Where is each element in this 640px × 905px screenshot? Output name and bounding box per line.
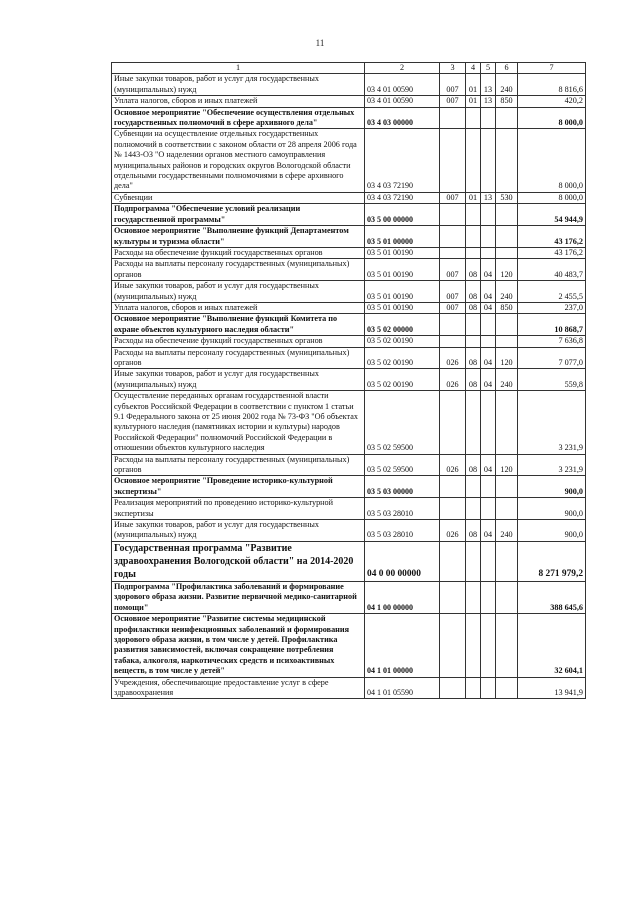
row-section <box>466 107 481 129</box>
row-section <box>466 476 481 498</box>
row-expense-type <box>496 498 518 520</box>
row-expense-type: 530 <box>496 192 518 203</box>
row-section <box>466 226 481 248</box>
row-amount: 8 271 979,2 <box>518 541 586 581</box>
row-ministry: 026 <box>440 369 466 391</box>
row-ministry <box>440 336 466 347</box>
row-section: 01 <box>466 96 481 107</box>
row-section <box>466 541 481 581</box>
row-name: Иные закупки товаров, работ и услуг для государственных (муниципальных) нужд <box>112 520 365 542</box>
row-subsection <box>481 226 496 248</box>
row-amount: 43 176,2 <box>518 226 586 248</box>
row-section: 08 <box>466 520 481 542</box>
row-subsection: 13 <box>481 192 496 203</box>
row-expense-type <box>496 107 518 129</box>
table-row <box>112 107 586 129</box>
row-ministry <box>440 476 466 498</box>
row-amount: 420,2 <box>518 96 586 107</box>
row-ministry <box>440 391 466 454</box>
row-name: Уплата налогов, сборов и иных платежей <box>112 302 365 313</box>
row-expense-type: 240 <box>496 369 518 391</box>
row-subsection <box>481 581 496 613</box>
row-subsection <box>481 476 496 498</box>
row-amount: 7 636,8 <box>518 336 586 347</box>
row-amount: 54 944,9 <box>518 204 586 226</box>
row-name: Расходы на обеспечение функций государственных органов <box>112 247 365 258</box>
row-subsection <box>481 247 496 258</box>
row-ministry: 007 <box>440 281 466 303</box>
row-amount: 32 604,1 <box>518 614 586 677</box>
row-code: 03 5 02 00000 <box>365 314 440 336</box>
row-amount: 8 000,0 <box>518 107 586 129</box>
row-subsection: 04 <box>481 259 496 281</box>
header-col-1: 1 <box>112 63 365 74</box>
table-row <box>112 391 586 454</box>
row-section <box>466 614 481 677</box>
row-name: Подпрограмма "Профилактика заболеваний и формирование здорового образа жизни. Развитие первичной медико-санитарной помощи" <box>112 581 365 613</box>
table-row <box>112 247 586 258</box>
row-ministry <box>440 614 466 677</box>
row-subsection <box>481 204 496 226</box>
row-expense-type: 850 <box>496 302 518 313</box>
row-amount: 900,0 <box>518 476 586 498</box>
row-code: 03 5 01 00190 <box>365 302 440 313</box>
row-name: Основное мероприятие "Обеспечение осуществления отдельных государственных полномочий в сфере архивного дела" <box>112 107 365 129</box>
row-code: 03 5 01 00000 <box>365 226 440 248</box>
row-code: 03 5 03 00000 <box>365 476 440 498</box>
row-ministry <box>440 247 466 258</box>
row-amount: 900,0 <box>518 520 586 542</box>
row-amount: 3 231,9 <box>518 391 586 454</box>
row-subsection <box>481 498 496 520</box>
table-row <box>112 259 586 281</box>
table-row <box>112 614 586 677</box>
row-name: Учреждения, обеспечивающие предоставление услуг в сфере здравоохранения <box>112 677 365 699</box>
table-row <box>112 74 586 96</box>
row-code: 03 4 03 72190 <box>365 192 440 203</box>
table-row <box>112 281 586 303</box>
row-subsection: 04 <box>481 302 496 313</box>
row-section <box>466 391 481 454</box>
row-section: 01 <box>466 74 481 96</box>
row-subsection: 04 <box>481 281 496 303</box>
page-number: 11 <box>315 38 325 48</box>
row-code: 03 5 02 00190 <box>365 347 440 369</box>
row-subsection <box>481 336 496 347</box>
table-row <box>112 520 586 542</box>
table-row <box>112 96 586 107</box>
table-row <box>112 541 586 581</box>
row-name: Государственная программа "Развитие здравоохранения Вологодской области" на 2014-2020 годы <box>112 541 365 581</box>
row-amount: 388 645,6 <box>518 581 586 613</box>
table-row <box>112 226 586 248</box>
row-code: 03 5 01 00190 <box>365 281 440 303</box>
header-row <box>112 63 586 74</box>
row-amount: 8 816,6 <box>518 74 586 96</box>
table-row <box>112 204 586 226</box>
row-code: 03 5 02 00190 <box>365 369 440 391</box>
row-section <box>466 129 481 192</box>
row-code: 03 5 03 28010 <box>365 498 440 520</box>
row-subsection <box>481 614 496 677</box>
row-subsection: 04 <box>481 369 496 391</box>
row-code: 03 5 01 00190 <box>365 247 440 258</box>
row-expense-type <box>496 476 518 498</box>
row-section: 08 <box>466 454 481 476</box>
row-amount: 8 000,0 <box>518 192 586 203</box>
row-subsection: 13 <box>481 74 496 96</box>
row-ministry <box>440 204 466 226</box>
row-name: Иные закупки товаров, работ и услуг для государственных (муниципальных) нужд <box>112 369 365 391</box>
row-ministry <box>440 581 466 613</box>
row-subsection: 04 <box>481 454 496 476</box>
row-code: 03 4 03 00000 <box>365 107 440 129</box>
row-ministry: 026 <box>440 520 466 542</box>
table-row <box>112 677 586 699</box>
row-subsection <box>481 314 496 336</box>
header-col-6: 6 <box>496 63 518 74</box>
row-name: Иные закупки товаров, работ и услуг для государственных (муниципальных) нужд <box>112 281 365 303</box>
row-subsection <box>481 391 496 454</box>
table-row <box>112 192 586 203</box>
row-expense-type <box>496 314 518 336</box>
row-section <box>466 677 481 699</box>
row-section: 08 <box>466 347 481 369</box>
row-section <box>466 247 481 258</box>
row-name: Основное мероприятие "Проведение историко-культурной экспертизы" <box>112 476 365 498</box>
row-ministry: 007 <box>440 259 466 281</box>
row-expense-type <box>496 247 518 258</box>
row-code: 03 4 01 00590 <box>365 96 440 107</box>
table-row <box>112 336 586 347</box>
table-row <box>112 581 586 613</box>
row-expense-type <box>496 336 518 347</box>
row-ministry: 007 <box>440 74 466 96</box>
row-expense-type: 120 <box>496 347 518 369</box>
row-ministry <box>440 129 466 192</box>
row-code: 03 5 00 00000 <box>365 204 440 226</box>
row-ministry <box>440 314 466 336</box>
row-name: Иные закупки товаров, работ и услуг для государственных (муниципальных) нужд <box>112 74 365 96</box>
row-ministry <box>440 226 466 248</box>
row-code: 03 5 02 00190 <box>365 336 440 347</box>
row-name: Субвенции <box>112 192 365 203</box>
table-row <box>112 454 586 476</box>
row-subsection: 04 <box>481 347 496 369</box>
table-row <box>112 369 586 391</box>
row-amount: 237,0 <box>518 302 586 313</box>
row-code: 03 5 02 59500 <box>365 454 440 476</box>
row-expense-type <box>496 614 518 677</box>
row-section <box>466 498 481 520</box>
row-amount: 10 868,7 <box>518 314 586 336</box>
header-col-3: 3 <box>440 63 466 74</box>
row-expense-type <box>496 581 518 613</box>
budget-table <box>111 62 586 699</box>
row-amount: 7 077,0 <box>518 347 586 369</box>
row-section <box>466 314 481 336</box>
row-expense-type <box>496 391 518 454</box>
row-ministry <box>440 107 466 129</box>
row-name: Осуществление переданных органам государственной власти субъектов Российской Федерации в соответствии с пунктом 1 статьи 9.1 Федерального закона от 25 июня 2002 года № 73-ФЗ "Об объектах культурного наследия (памятниках истории и культуры) народов Российской Федерации" полномочий Российской Федерации в отношении объектов культурного наследия <box>112 391 365 454</box>
table-row <box>112 476 586 498</box>
row-amount: 2 455,5 <box>518 281 586 303</box>
row-section: 08 <box>466 369 481 391</box>
row-subsection <box>481 541 496 581</box>
row-code: 03 4 01 00590 <box>365 74 440 96</box>
table-row <box>112 129 586 192</box>
header-col-7: 7 <box>518 63 586 74</box>
table-row <box>112 314 586 336</box>
row-code: 04 1 01 05590 <box>365 677 440 699</box>
row-section: 08 <box>466 281 481 303</box>
row-amount: 900,0 <box>518 498 586 520</box>
row-amount: 8 000,0 <box>518 129 586 192</box>
row-code: 04 1 00 00000 <box>365 581 440 613</box>
row-section: 08 <box>466 302 481 313</box>
header-col-5: 5 <box>481 63 496 74</box>
row-amount: 40 483,7 <box>518 259 586 281</box>
row-name: Субвенции на осуществление отдельных государственных полномочий в соответствии с законом области от 28 апреля 2006 года № 1443-ОЗ "О наделении органов местного самоуправления муниципальных районов и городских округов Вологодской области отдельными государственными полномочиями в сфере архивного дела" <box>112 129 365 192</box>
row-amount: 43 176,2 <box>518 247 586 258</box>
row-expense-type: 120 <box>496 454 518 476</box>
row-ministry <box>440 541 466 581</box>
row-expense-type: 240 <box>496 520 518 542</box>
row-subsection: 13 <box>481 96 496 107</box>
row-name: Уплата налогов, сборов и иных платежей <box>112 96 365 107</box>
row-expense-type <box>496 204 518 226</box>
row-name: Основное мероприятие "Выполнение функций Комитета по охране объектов культурного наследия области" <box>112 314 365 336</box>
row-name: Основное мероприятие "Выполнение функций Департаментом культуры и туризма области" <box>112 226 365 248</box>
row-section <box>466 336 481 347</box>
row-section <box>466 204 481 226</box>
row-code: 04 1 01 00000 <box>365 614 440 677</box>
header-col-4: 4 <box>466 63 481 74</box>
row-name: Расходы на выплаты персоналу государственных (муниципальных) органов <box>112 454 365 476</box>
row-code: 03 5 02 59500 <box>365 391 440 454</box>
row-expense-type <box>496 541 518 581</box>
row-amount: 13 941,9 <box>518 677 586 699</box>
row-code: 03 4 03 72190 <box>365 129 440 192</box>
row-code: 03 5 03 28010 <box>365 520 440 542</box>
row-code: 03 5 01 00190 <box>365 259 440 281</box>
row-ministry: 007 <box>440 302 466 313</box>
row-expense-type: 850 <box>496 96 518 107</box>
row-ministry <box>440 677 466 699</box>
row-ministry <box>440 498 466 520</box>
row-ministry: 007 <box>440 96 466 107</box>
row-expense-type <box>496 677 518 699</box>
row-expense-type <box>496 226 518 248</box>
row-expense-type: 240 <box>496 74 518 96</box>
row-name: Расходы на обеспечение функций государственных органов <box>112 336 365 347</box>
table-body <box>112 74 586 699</box>
row-ministry: 007 <box>440 192 466 203</box>
row-subsection <box>481 129 496 192</box>
row-ministry: 026 <box>440 454 466 476</box>
row-expense-type: 240 <box>496 281 518 303</box>
row-name: Основное мероприятие "Развитие системы медицинской профилактики неинфекционных заболеваний и формирования здорового образа жизни, в том числе у детей. Профилактика развития зависимостей, включая сокращение потребления табака, алкоголя, наркотических средств и психоактивных веществ, в том числе у детей" <box>112 614 365 677</box>
row-code: 04 0 00 00000 <box>365 541 440 581</box>
row-expense-type <box>496 129 518 192</box>
table-row <box>112 347 586 369</box>
row-name: Реализация мероприятий по проведению историко-культурной экспертизы <box>112 498 365 520</box>
row-name: Расходы на выплаты персоналу государственных (муниципальных) органов <box>112 259 365 281</box>
table-row <box>112 498 586 520</box>
row-section: 08 <box>466 259 481 281</box>
row-name: Подпрограмма "Обеспечение условий реализации государственной программы" <box>112 204 365 226</box>
row-expense-type: 120 <box>496 259 518 281</box>
table-row <box>112 302 586 313</box>
row-subsection: 04 <box>481 520 496 542</box>
row-section: 01 <box>466 192 481 203</box>
row-amount: 559,8 <box>518 369 586 391</box>
row-subsection <box>481 107 496 129</box>
row-section <box>466 581 481 613</box>
row-ministry: 026 <box>440 347 466 369</box>
row-amount: 3 231,9 <box>518 454 586 476</box>
row-subsection <box>481 677 496 699</box>
row-name: Расходы на выплаты персоналу государственных (муниципальных) органов <box>112 347 365 369</box>
header-col-2: 2 <box>365 63 440 74</box>
